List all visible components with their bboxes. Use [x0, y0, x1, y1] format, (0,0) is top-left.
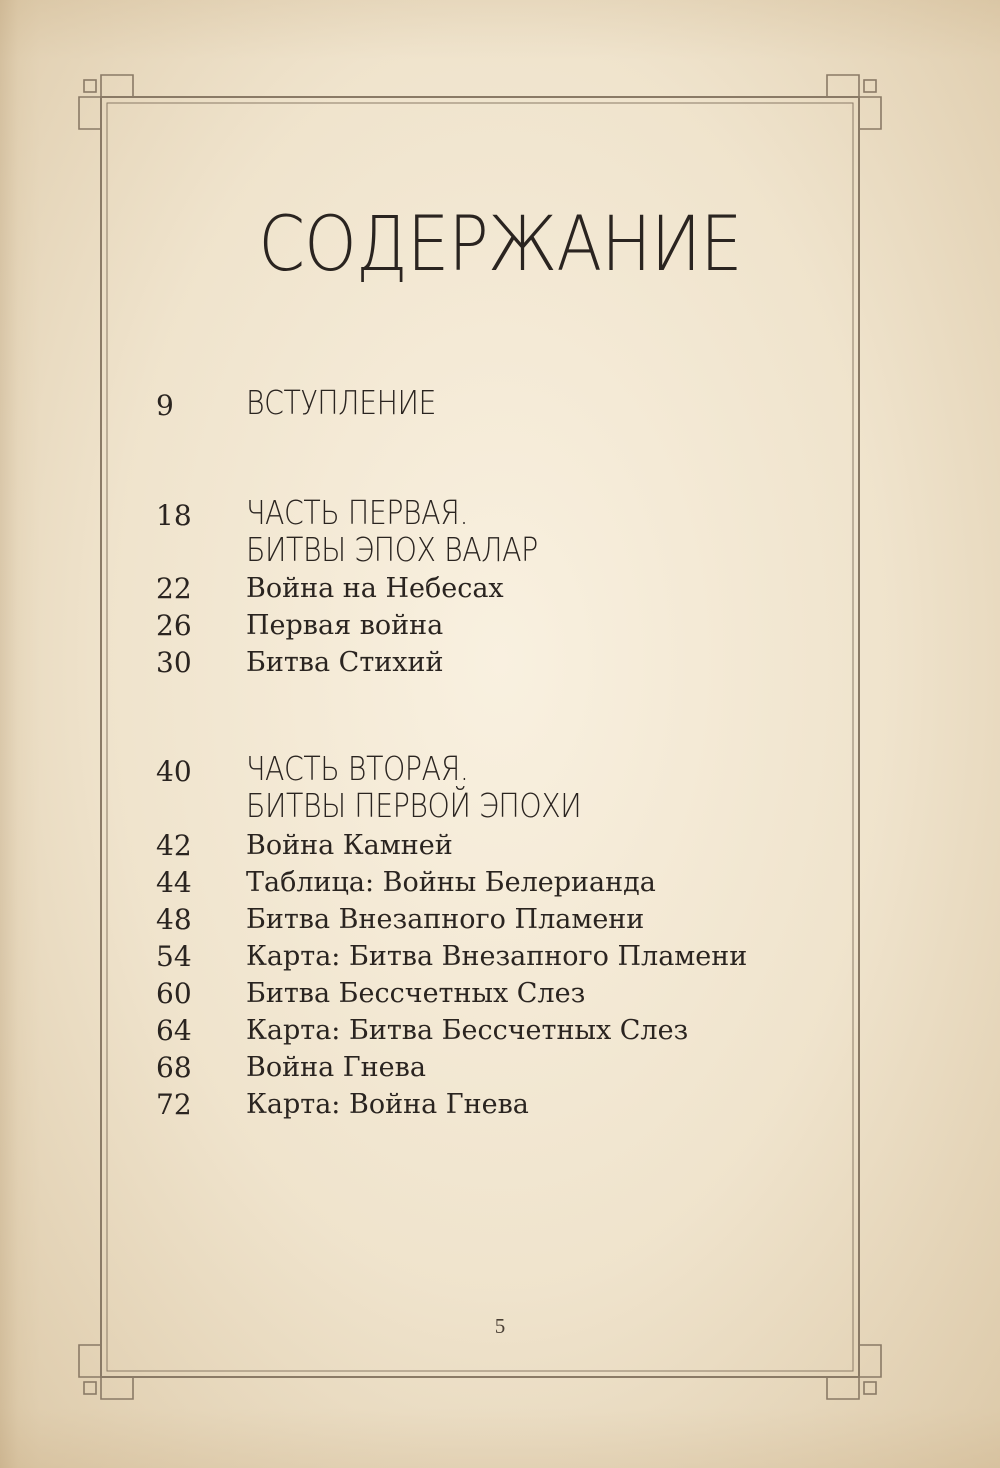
entry-title: Карта: Война Гнева [246, 1089, 529, 1120]
entry-title: Карта: Битва Внезапного Пламени [246, 941, 748, 972]
part-heading-line-2: БИТВЫ ЭПОХ ВАЛАР [246, 530, 538, 569]
part-heading [246, 750, 581, 824]
toc-entry[interactable] [150, 974, 870, 1014]
entry-title: Война на Небесах [246, 573, 504, 604]
toc-entry[interactable] [150, 643, 870, 683]
entry-title: Таблица: Войны Белерианда [246, 867, 656, 898]
toc-entry[interactable] [150, 1085, 870, 1125]
toc-entry[interactable] [150, 606, 870, 646]
entry-title: Первая война [246, 610, 444, 641]
toc-entry-intro[interactable] [150, 383, 870, 426]
page-number: 42 [156, 829, 192, 862]
toc-entry[interactable] [150, 1011, 870, 1051]
entry-title: Битва Внезапного Пламени [246, 904, 645, 935]
entry-title: Битва Стихий [246, 647, 444, 678]
part-heading-line-1: ЧАСТЬ ПЕРВАЯ. [246, 493, 469, 532]
page-number: 64 [156, 1014, 192, 1047]
page-number: 54 [156, 940, 192, 973]
page-number: 68 [156, 1051, 192, 1084]
toc-entry[interactable] [150, 826, 870, 866]
toc-entry[interactable] [150, 863, 870, 903]
part-heading-line-2: БИТВЫ ПЕРВОЙ ЭПОХИ [246, 786, 582, 825]
entry-title: Карта: Битва Бессчетных Слез [246, 1015, 689, 1046]
page-title: СОДЕРЖАНИЕ [258, 199, 742, 288]
toc-entry-part-one[interactable] [150, 493, 870, 574]
page-number: 72 [156, 1088, 192, 1121]
page-folio: 5 [494, 1314, 506, 1338]
part-heading-line-1: ЧАСТЬ ВТОРАЯ. [246, 749, 469, 788]
page-number: 44 [156, 866, 192, 899]
entry-title: Война Камней [246, 830, 453, 861]
page-number: 40 [156, 755, 192, 788]
entry-title: Война Гнева [246, 1052, 426, 1083]
page-number: 60 [156, 977, 192, 1010]
page-number: 30 [156, 646, 192, 679]
part-heading [246, 494, 538, 568]
toc-entry[interactable] [150, 900, 870, 940]
page-number: 26 [156, 609, 192, 642]
page-number: 18 [156, 499, 192, 532]
page-number: 48 [156, 903, 192, 936]
toc-entry[interactable] [150, 1048, 870, 1088]
section-heading: ВСТУПЛЕНИЕ [246, 383, 437, 422]
toc-entry[interactable] [150, 569, 870, 609]
page-number: 9 [156, 389, 174, 422]
toc-entry-part-two[interactable] [150, 749, 870, 830]
entry-title: Битва Бессчетных Слез [246, 978, 586, 1009]
page-number: 22 [156, 572, 192, 605]
toc-entry[interactable] [150, 937, 870, 977]
